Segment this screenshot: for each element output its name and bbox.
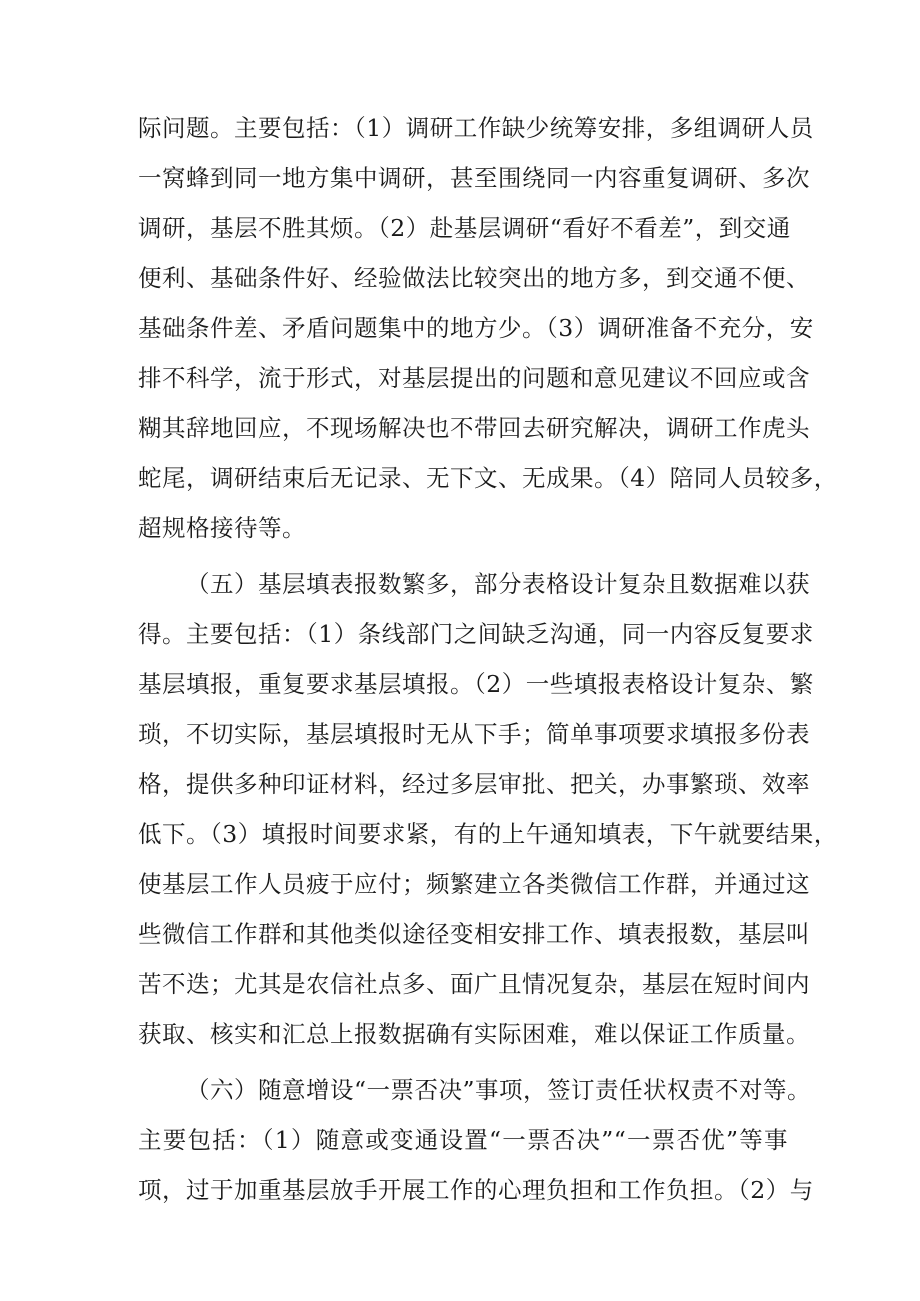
paragraph-heading-line: （六）随意增设“一票否决”事项，签订责任状权责不对等。 [186,1076,812,1104]
text-line: 糊其辞地回应，不现场解决也不带回去研究解决，调研工作虎头 [138,414,810,442]
text-line: 排不科学，流于形式，对基层提出的问题和意见建议不回应或含 [138,364,810,392]
paragraph-heading-line: （五）基层填表报数繁多，部分表格设计复杂且数据难以获 [186,570,810,598]
text-line: 一窝蜂到同一地方集中调研，甚至围绕同一内容重复调研、多次 [138,164,810,192]
text-line: 主要包括：（1）随意或变通设置“一票否决”“一票否优”等事 [138,1126,788,1154]
text-line: 基础条件差、矛盾问题集中的地方少。（3）调研准备不充分，安 [138,314,814,342]
text-line: 低下。（3）填报时间要求紧，有的上午通知填表，下午就要结果， [138,820,838,848]
text-line: 苦不迭；尤其是农信社点多、面广且情况复杂，基层在短时间内 [138,970,810,998]
text-line: 琐，不切实际，基层填报时无从下手；简单事项要求填报多份表 [138,720,810,748]
text-line: 得。主要包括：（1）条线部门之间缺乏沟通，同一内容反复要求 [138,620,814,648]
text-line: 超规格接待等。 [138,514,306,542]
text-line: 调研，基层不胜其烦。（2）赴基层调研“看好不看差”，到交通 [138,214,791,242]
text-line: 基层填报，重复要求基层填报。（2）一些填报表格设计复杂、繁 [138,670,814,698]
text-line: 格，提供多种印证材料，经过多层审批、把关，办事繁琐、效率 [138,770,810,798]
text-line: 蛇尾，调研结束后无记录、无下文、无成果。（4）陪同人员较多， [138,464,838,492]
text-line: 项，过于加重基层放手开展工作的心理负担和工作负担。（2）与 [138,1176,814,1204]
text-line: 获取、核实和汇总上报数据确有实际困难，难以保证工作质量。 [138,1020,810,1048]
text-line: 际问题。主要包括：（1）调研工作缺少统筹安排，多组调研人员 [138,114,814,142]
text-line: 使基层工作人员疲于应付；频繁建立各类微信工作群，并通过这 [138,870,810,898]
text-line: 便利、基础条件好、经验做法比较突出的地方多，到交通不便、 [138,264,810,292]
text-line: 些微信工作群和其他类似途径变相安排工作、填表报数，基层叫 [138,920,810,948]
